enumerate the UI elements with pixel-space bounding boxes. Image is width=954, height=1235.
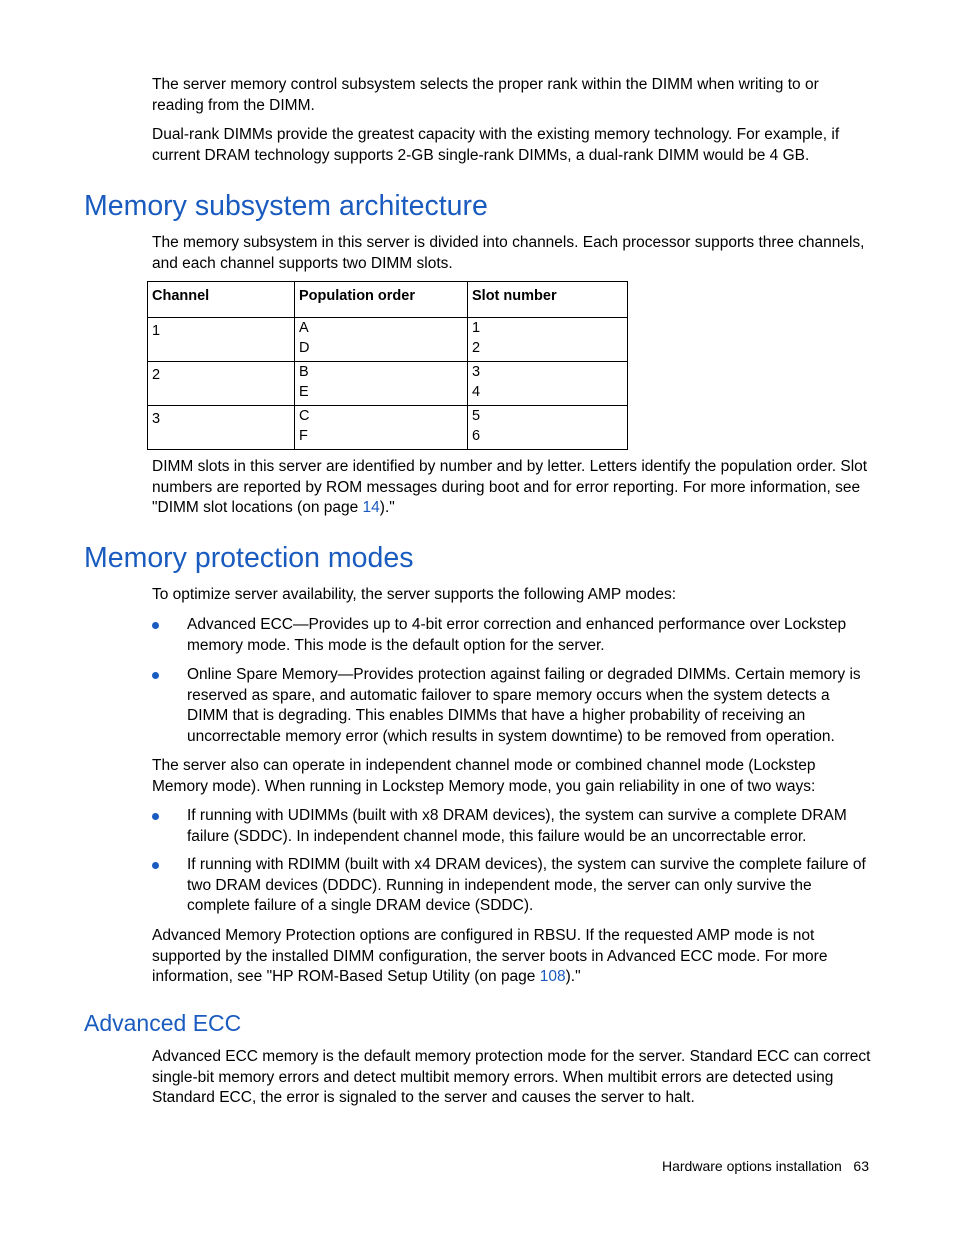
table-header-population-order: Population order (295, 282, 468, 318)
list-item-text: If running with RDIMM (built with x4 DRAM devices), the system can survive the complete failure of two DRAM devices (DDDC). Running in independent mode, the server can only survive the complete failure of a single DRAM device (SDDC). (187, 856, 866, 915)
table-row (148, 318, 628, 362)
table-header-slot-number: Slot number (468, 282, 628, 318)
heading-memory-protection-modes: Memory protection modes (84, 542, 414, 574)
channel-cell: 2 (148, 362, 295, 406)
slot-number-value: 6 (472, 428, 481, 444)
footer-section-title: Hardware options installation (661, 1158, 842, 1174)
table-header-row (148, 282, 628, 318)
population-order-cell (295, 318, 468, 362)
heading-advanced-ecc: Advanced ECC (84, 1010, 242, 1036)
ecc-paragraph-1: Advanced ECC memory is the default memory protection mode for the server. Standard ECC can correct single-bit memory errors and detect multibit memory errors. When multibit errors are detected using Standard ECC, the error is signaled to the server and causes the server to halt. (152, 1048, 871, 1107)
slot-number-cell (468, 406, 628, 450)
channel-table (147, 281, 628, 450)
page-footer (662, 1158, 869, 1174)
list-item-text: Advanced ECC—Provides up to 4-bit error correction and enhanced performance over Lockstep memory mode. This mode is the default option for the server. (187, 616, 847, 654)
slot-number-value: 1 (472, 320, 481, 336)
arch-paragraph-1: The memory subsystem in this server is divided into channels. Each processor supports three channels, and each channel supports two DIMM slots. (152, 234, 865, 272)
population-order-value: B (299, 364, 309, 380)
channel-cell: 1 (148, 318, 295, 362)
bullet-icon (152, 862, 159, 869)
arch-paragraph-2-text-end: )." (379, 499, 395, 517)
protection-paragraph-2: The server also can operate in independent channel mode or combined channel mode (Lockstep Memory mode). When running in Lockstep Memory mode, you gain reliability in one of two ways: (152, 757, 816, 795)
protection-paragraph-1: To optimize server availability, the server supports the following AMP modes: (152, 586, 677, 603)
slot-number-cell (468, 318, 628, 362)
bullet-icon (152, 622, 159, 629)
intro-paragraph-2: Dual-rank DIMMs provide the greatest capacity with the existing memory technology. For example, if current DRAM technology supports 2-GB single-rank DIMMs, a dual-rank DIMM would be 4 GB. (152, 126, 840, 164)
slot-number-value: 5 (472, 408, 481, 424)
slot-number-value: 2 (472, 340, 481, 356)
population-order-value: D (299, 340, 310, 356)
population-order-value: A (299, 320, 309, 336)
page-link-14[interactable]: 14 (362, 499, 380, 517)
bullet-icon (152, 672, 159, 679)
slot-number-value: 3 (472, 364, 481, 380)
channel-cell: 3 (148, 406, 295, 450)
population-order-cell (295, 406, 468, 450)
slot-number-value: 4 (472, 384, 481, 400)
table-header-channel: Channel (148, 282, 295, 318)
footer-page-number: 63 (853, 1158, 869, 1174)
list-item (152, 806, 874, 847)
population-order-value: C (299, 408, 310, 424)
heading-memory-subsystem-architecture: Memory subsystem architecture (84, 190, 488, 222)
page-link-108[interactable]: 108 (539, 968, 566, 986)
list-item (152, 665, 874, 747)
arch-paragraph-2-text: DIMM slots in this server are identified by number and by letter. Letters identify the population order. Slot numbers are reported by ROM messages during boot and for error reporting. For more information, see "DIMM slot locations (on page (152, 458, 868, 517)
list-item-text: Online Spare Memory—Provides protection against failing or degraded DIMMs. Certain memory is reserved as spare, and automatic failover to spare memory occurs when the system detects a DIMM that is degrading. This enables DIMMs that have a higher probability of receiving an uncorrectable memory error (which results in system downtime) to be removed from operation. (187, 666, 861, 745)
slot-number-cell (468, 362, 628, 406)
population-order-value: F (299, 428, 308, 444)
table-row (148, 362, 628, 406)
list-item (152, 615, 874, 656)
arch-paragraph-2 (152, 457, 874, 519)
bullet-icon (152, 813, 159, 820)
list-item-text: If running with UDIMMs (built with x8 DRAM devices), the system can survive a complete DRAM failure (SDDC). In independent channel mode, this failure would be an uncorrectable error. (187, 807, 847, 845)
population-order-value: E (299, 384, 309, 400)
list-item (152, 855, 874, 917)
table-row (148, 406, 628, 450)
intro-paragraph-1: The server memory control subsystem selects the proper rank within the DIMM when writing to or reading from the DIMM. (152, 76, 819, 114)
protection-paragraph-3-text: Advanced Memory Protection options are configured in RBSU. If the requested AMP mode is not supported by the installed DIMM configuration, the server boots in Advanced ECC mode. For more information, see "HP ROM-Based Setup Utility (on page (152, 927, 828, 986)
protection-paragraph-3 (152, 926, 874, 988)
population-order-cell (295, 362, 468, 406)
protection-paragraph-3-text-end: )." (565, 968, 581, 986)
